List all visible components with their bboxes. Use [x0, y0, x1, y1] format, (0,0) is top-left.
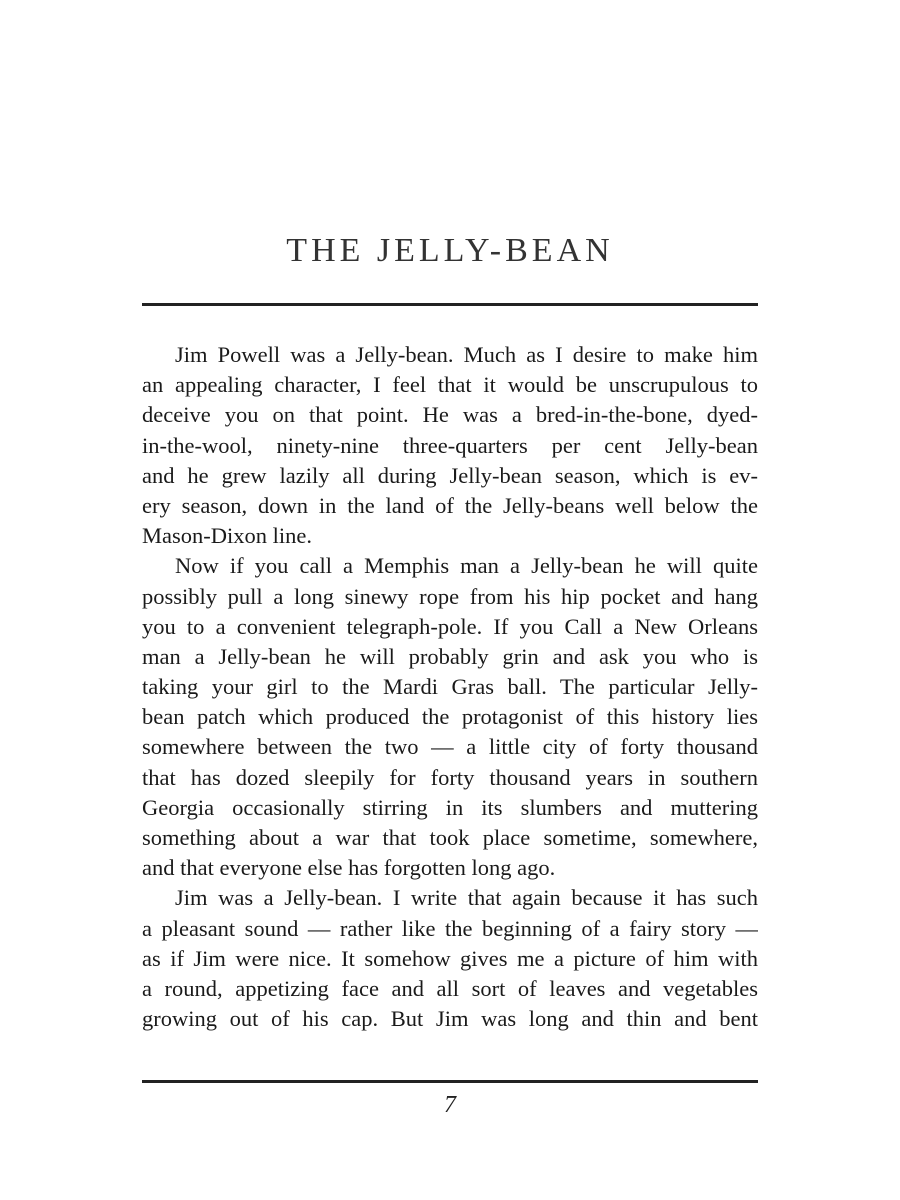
text-line: ery season, down in the land of the Jelly-beans well below the — [142, 492, 758, 518]
text-line: Mason-Dixon line. — [142, 523, 312, 549]
text-line: somewhere between the two — a little city of forty thousand — [142, 734, 758, 760]
text-line: something about a war that took place sometime, somewhere, — [142, 825, 758, 850]
text-line: and he grew lazily all during Jelly-bean season, which is ev- — [142, 462, 758, 488]
text-line: a round, appetizing face and all sort of leaves and vegetables — [142, 975, 758, 1001]
text-line: as if Jim were nice. It somehow gives me a picture of him with — [142, 945, 758, 971]
body-text — [142, 340, 758, 1034]
text-line: Now if you call a Memphis man a Jelly-bean he will quite — [175, 553, 758, 579]
text-line: deceive you on that point. He was a bred-in-the-bone, dyed- — [142, 402, 758, 428]
top-rule — [142, 303, 758, 306]
bottom-rule — [142, 1080, 758, 1083]
chapter-title: THE JELLY-BEAN — [286, 232, 614, 269]
text-line: a pleasant sound — rather like the beginning of a fairy story — — [142, 915, 758, 941]
text-line: in-the-wool, ninety-nine three-quarters per cent Jelly-bean — [142, 432, 758, 458]
text-line: man a Jelly-bean he will probably grin and ask you who is — [142, 643, 758, 669]
text-line: Georgia occasionally stirring in its slumbers and muttering — [142, 794, 758, 820]
text-line: bean patch which produced the protagonist of this history lies — [142, 704, 758, 730]
text-line: an appealing character, I feel that it would be unscrupulous to — [142, 372, 758, 398]
text-line: growing out of his cap. But Jim was long and thin and bent — [142, 1006, 758, 1032]
text-line: possibly pull a long sinewy rope from his hip pocket and hang — [142, 583, 758, 609]
text-line: you to a convenient telegraph-pole. If you Call a New Orleans — [142, 613, 758, 639]
text-line: Jim Powell was a Jelly-bean. Much as I desire to make him — [175, 342, 758, 367]
text-line: that has dozed sleepily for forty thousand years in southern — [142, 764, 758, 790]
page-number: 7 — [444, 1092, 456, 1118]
text-line: Jim was a Jelly-bean. I write that again because it has such — [175, 885, 758, 911]
text-line: and that everyone else has forgotten long ago. — [142, 855, 556, 881]
text-line: taking your girl to the Mardi Gras ball. The particular Jelly- — [142, 674, 758, 700]
